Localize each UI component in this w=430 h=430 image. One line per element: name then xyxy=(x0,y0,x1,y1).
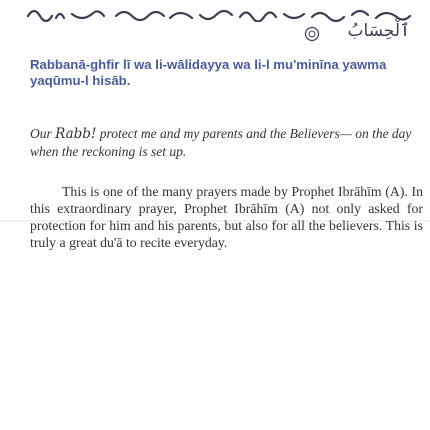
ayah-end-marker-icon xyxy=(304,26,320,42)
arabic-heading-word: ٱلْحِسَابُ xyxy=(347,21,410,41)
commentary-paragraph: This is one of the many prayers made by Prophet Ibrāhīm (A). In this extraordinary prayer, Prophet Ibrāhīm (A) not only asked for protection for him and his parents, but also for all the believers. This is truly a great du'ā to recite everyday. xyxy=(30,184,423,250)
translation xyxy=(30,125,420,160)
translation-rabb: Rabb! xyxy=(55,126,97,142)
translation-prefix: Our xyxy=(30,126,56,141)
transliteration: Rabbanā-ghfir lī wa li-wālidayya wa li-l mu'minīna yawma yaqūmu-l hisāb. xyxy=(30,57,387,88)
translation-rest: protect me and my parents and the Believers— on the day when the reckoning is set up. xyxy=(30,126,412,159)
arabic-text-line-cropped xyxy=(20,0,428,22)
